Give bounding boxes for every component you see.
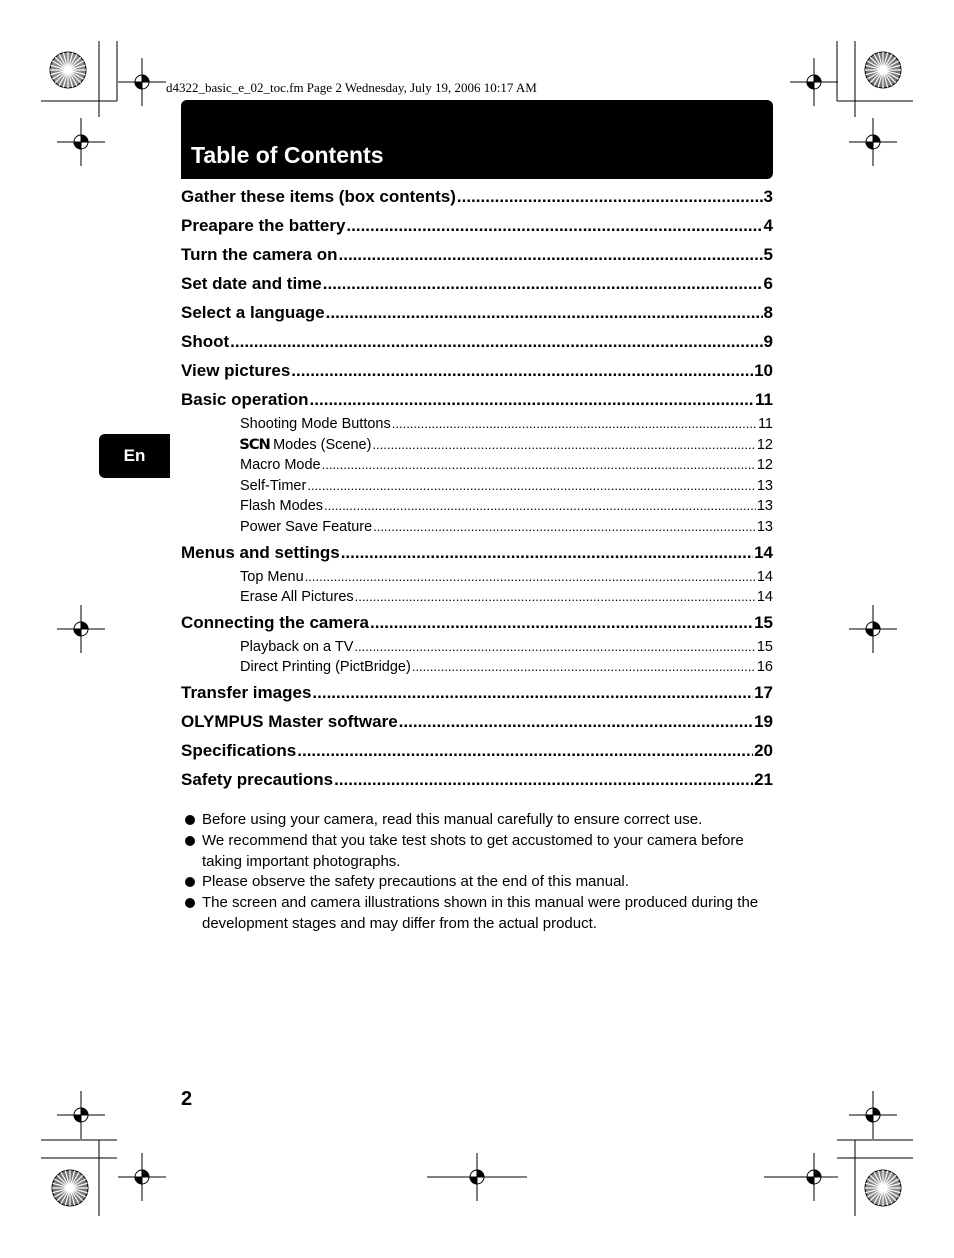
dot-leader: [310, 385, 754, 414]
dot-leader: [323, 269, 763, 298]
toc-entry-label: OLYMPUS Master software: [181, 711, 398, 731]
toc-subentry-page: 14: [756, 568, 773, 585]
toc-entry-page: 8: [763, 303, 773, 322]
toc-subentry-page: 13: [756, 518, 773, 535]
file-header: d4322_basic_e_02_toc.fm Page 2 Wednesday, July 19, 2006 10:17 AM: [166, 80, 537, 95]
toc-subentry-label: Direct Printing (PictBridge): [240, 659, 411, 676]
toc-entry[interactable]: [181, 356, 773, 385]
dot-leader: [372, 435, 755, 456]
toc-entry-page: 21: [754, 769, 773, 789]
dot-leader: [326, 298, 763, 327]
toc-subentry[interactable]: [240, 476, 773, 497]
note-text: We recommend that you take test shots to get accustomed to your camera before taking important photographs.: [202, 831, 744, 870]
toc-subentry-page: 13: [756, 477, 773, 494]
toc-entry-page: 6: [763, 274, 773, 293]
toc-entry[interactable]: [181, 182, 773, 211]
dot-leader: [373, 517, 756, 538]
toc-entry[interactable]: [181, 707, 773, 736]
toc-entry-page: 9: [763, 332, 773, 351]
language-tab: [99, 434, 170, 478]
bullet-icon: [183, 872, 202, 893]
dot-leader: [305, 567, 756, 588]
toc-entry-page: 11: [755, 390, 773, 409]
toc-entry-page: 15: [754, 612, 773, 632]
toc-entry[interactable]: [181, 608, 773, 637]
toc-subentry-label: Macro Mode: [240, 457, 321, 474]
toc-entry-page: 14: [754, 542, 773, 562]
dot-leader: [291, 356, 753, 385]
dot-leader: [412, 657, 756, 678]
toc-subentry-label: Power Save Feature: [240, 518, 373, 535]
language-tab-label: En: [123, 446, 146, 465]
dot-leader: [354, 637, 755, 658]
toc-entry-label: Gather these items (box contents): [181, 187, 456, 206]
list-item: [183, 872, 773, 893]
toc-entry-label: Shoot: [181, 332, 230, 351]
bullet-icon: [183, 893, 202, 935]
toc-subentry[interactable]: [240, 435, 773, 456]
page-number: 2: [181, 1088, 193, 1110]
dot-leader: [457, 182, 763, 211]
toc-entry[interactable]: [181, 678, 773, 707]
toc-subentry-label: Playback on a TV: [240, 638, 354, 655]
dot-leader: [341, 538, 753, 567]
toc-subentry-label: Flash Modes: [240, 498, 324, 515]
dot-leader: [307, 476, 756, 497]
note-text: Please observe the safety precautions at the end of this manual.: [202, 873, 629, 891]
bullet-icon: [183, 810, 202, 831]
toc-entry-page: 5: [763, 245, 773, 264]
toc-subentry[interactable]: [240, 637, 773, 658]
toc-subentry[interactable]: [240, 455, 773, 476]
toc-subentry-page: 11: [757, 416, 773, 432]
toc-subentry-page: 12: [756, 457, 773, 474]
toc-subentry-label: Top Menu: [240, 568, 304, 585]
toc-subentry-page: 12: [756, 436, 773, 453]
toc-subentry-page: 13: [756, 498, 773, 515]
toc-subentry-page: 14: [756, 589, 773, 606]
toc-subentry-label: Erase All Pictures: [240, 589, 354, 606]
dot-leader: [392, 414, 757, 435]
toc-entry[interactable]: [181, 269, 773, 298]
toc-entry-page: 20: [754, 740, 773, 760]
table-of-contents: [181, 182, 773, 794]
toc-entry-page: 3: [763, 187, 773, 206]
toc-subentry[interactable]: [240, 517, 773, 538]
toc-entry-label: Preapare the battery: [181, 216, 346, 235]
toc-entry[interactable]: [181, 240, 773, 269]
list-item: [183, 893, 773, 935]
toc-subentry[interactable]: [240, 587, 773, 608]
list-item: [183, 831, 773, 873]
dot-leader: [322, 455, 756, 476]
toc-subentry-label: Shooting Mode Buttons: [240, 416, 391, 432]
toc-entry-label: Specifications: [181, 740, 297, 760]
note-text: Before using your camera, read this manual carefully to ensure correct use.: [202, 811, 703, 828]
toc-entry-label: Connecting the camera: [181, 612, 369, 632]
dot-leader: [334, 765, 753, 794]
toc-entry-label: Select a language: [181, 303, 325, 322]
toc-entry[interactable]: [181, 211, 773, 240]
dot-leader: [312, 678, 753, 707]
toc-subentry[interactable]: [240, 496, 773, 517]
toc-entry[interactable]: [181, 327, 773, 356]
toc-entry-page: 17: [754, 682, 773, 702]
toc-subentry-page: 15: [756, 638, 773, 655]
dot-leader: [324, 496, 756, 517]
note-text: The screen and camera illustrations shown in this manual were produced during the development stages and may differ from the actual product.: [202, 894, 759, 932]
toc-entry-label: Transfer images: [181, 682, 312, 702]
toc-entry[interactable]: [181, 538, 773, 567]
toc-entry[interactable]: [181, 385, 773, 414]
toc-entry-page: 4: [763, 216, 773, 235]
dot-leader: [230, 327, 762, 356]
toc-entry-label: Set date and time: [181, 274, 322, 293]
toc-subentry[interactable]: [240, 414, 773, 435]
toc-entry-page: 10: [754, 361, 773, 380]
title-banner: [181, 100, 773, 179]
dot-leader: [297, 736, 753, 765]
toc-subentry-page: 16: [756, 659, 773, 676]
toc-entry-label: Basic operation: [181, 390, 309, 409]
toc-subentry-label: Modes (Scene): [273, 436, 372, 453]
toc-entry-label: Safety precautions: [181, 769, 334, 789]
toc-entry[interactable]: [181, 765, 773, 794]
toc-entry-label: Turn the camera on: [181, 245, 338, 264]
dot-leader: [339, 240, 763, 269]
dot-leader: [346, 211, 762, 240]
scn-mode-icon: SCN: [239, 436, 270, 453]
toc-entry[interactable]: [181, 298, 773, 327]
dot-leader: [370, 608, 753, 637]
toc-subentry-label: Self-Timer: [240, 477, 307, 494]
page-title: Table of Contents: [191, 142, 384, 168]
list-item: [183, 810, 773, 831]
dot-leader: [355, 587, 756, 608]
dot-leader: [399, 707, 753, 736]
toc-subentry[interactable]: [240, 657, 773, 678]
toc-entry-label: Menus and settings: [181, 542, 340, 562]
toc-entry[interactable]: [181, 736, 773, 765]
toc-entry-page: 19: [754, 711, 773, 731]
toc-subentry[interactable]: [240, 567, 773, 588]
notes-list: [183, 810, 773, 935]
toc-entry-label: View pictures: [181, 361, 291, 380]
bullet-icon: [183, 831, 202, 873]
